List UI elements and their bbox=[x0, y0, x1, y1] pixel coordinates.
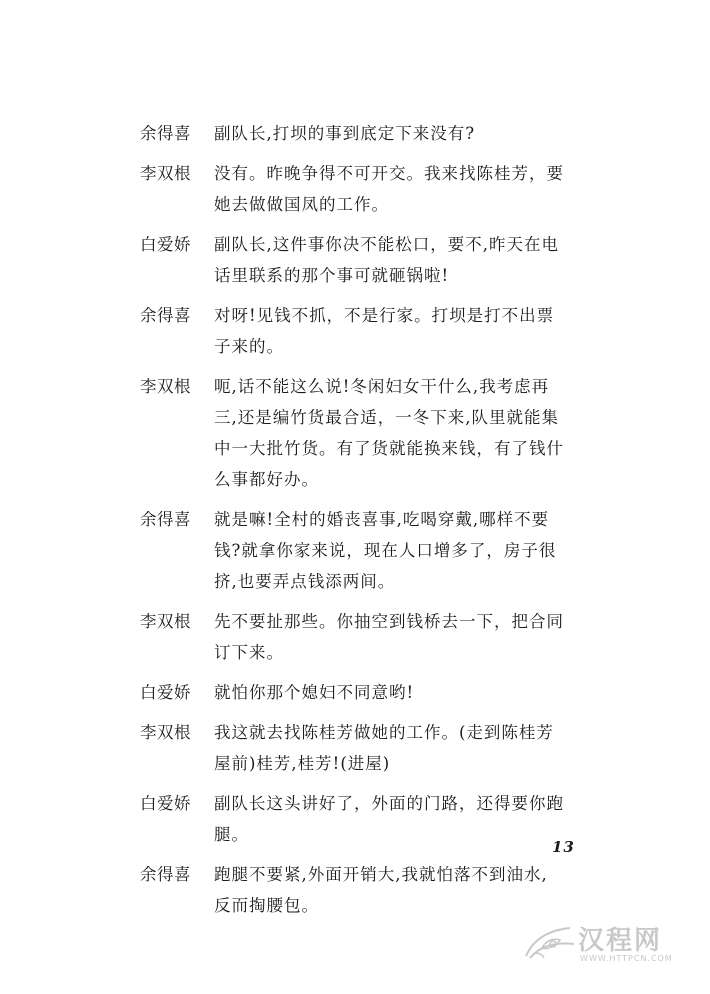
speech-line: 子来的。 bbox=[214, 337, 284, 356]
speech-line: 副队长,这件事你决不能松口，要不,昨天在电 bbox=[214, 235, 559, 254]
speech-text bbox=[214, 229, 590, 291]
page-number: 13 bbox=[552, 838, 575, 856]
speech-text bbox=[214, 118, 590, 149]
speech-line: 三,还是编竹货最合适，一冬下来,队里就能集 bbox=[214, 408, 559, 427]
speech-text bbox=[214, 300, 590, 362]
speaker-name: 李双根 bbox=[140, 164, 191, 183]
speaker-name: 白爱娇 bbox=[140, 683, 191, 702]
dialogue-entry bbox=[140, 229, 590, 300]
speech-line: 先不要扯那些。你抽空到钱桥去一下，把合同 bbox=[214, 612, 564, 631]
speaker-name: 余得喜 bbox=[140, 306, 191, 325]
speech-text bbox=[214, 504, 590, 597]
speech-line: 就怕你那个媳妇不同意哟! bbox=[214, 683, 415, 702]
speech-line: 就是嘛!全村的婚丧喜事,吃喝穿戴,哪样不要 bbox=[214, 510, 550, 529]
speech-line: 中一大批竹货。有了货就能换来钱，有了钱什 bbox=[214, 439, 564, 458]
dialogue-entry bbox=[140, 371, 590, 504]
speaker-name: 李双根 bbox=[140, 377, 191, 396]
speech-line: 跑腿不要紧,外面开销大,我就怕落不到油水, bbox=[214, 865, 548, 884]
speech-line: 屋前)桂芳,桂芳!(进屋) bbox=[214, 754, 391, 773]
speech-line: 订下来。 bbox=[214, 643, 284, 662]
speech-line: 副队长,打坝的事到底定下来没有? bbox=[214, 124, 476, 143]
speaker-name: 白爱娇 bbox=[140, 235, 191, 254]
speech-line: 我这就去找陈桂芳做她的工作。(走到陈桂芳 bbox=[214, 723, 554, 742]
dialogue-entry bbox=[140, 504, 590, 606]
dialogue-entry bbox=[140, 606, 590, 677]
speech-line: 没有。昨晚争得不可开交。我来找陈桂芳，要 bbox=[214, 164, 564, 183]
dialogue-entry bbox=[140, 677, 590, 717]
speaker-name: 李双根 bbox=[140, 612, 191, 631]
speech-line: 话里联系的那个事可就砸锅啦! bbox=[214, 266, 450, 285]
speech-line: 腿。 bbox=[214, 825, 249, 844]
speech-line: 么事都好办。 bbox=[214, 470, 319, 489]
dialogue-block bbox=[140, 118, 590, 930]
speech-text bbox=[214, 717, 590, 779]
dialogue-entry bbox=[140, 300, 590, 371]
dialogue-entry bbox=[140, 158, 590, 229]
speech-line: 她去做做国凤的工作。 bbox=[214, 195, 389, 214]
speech-line: 副队长这头讲好了，外面的门路，还得要你跑 bbox=[214, 794, 564, 813]
dialogue-entry bbox=[140, 118, 590, 158]
watermark-text: 汉程网 bbox=[578, 926, 663, 956]
orchid-icon bbox=[520, 918, 580, 962]
speech-text bbox=[214, 371, 590, 495]
speech-text bbox=[214, 606, 590, 668]
speech-line: 呃,话不能这么说!冬闲妇女干什么,我考虑再 bbox=[214, 377, 550, 396]
speaker-name: 余得喜 bbox=[140, 124, 191, 143]
dialogue-entry bbox=[140, 717, 590, 788]
speaker-name: 李双根 bbox=[140, 723, 191, 742]
speech-text bbox=[214, 788, 590, 850]
speech-text bbox=[214, 158, 590, 220]
speech-line: 对呀!见钱不抓，不是行家。打坝是打不出票 bbox=[214, 306, 555, 325]
watermark-url: WWW.HTTPCN.COM bbox=[580, 954, 673, 963]
speaker-name: 余得喜 bbox=[140, 510, 191, 529]
watermark-logo bbox=[520, 912, 700, 972]
speech-line: 钱?就拿你家来说，现在人口增多了，房子很 bbox=[214, 541, 557, 560]
speaker-name: 余得喜 bbox=[140, 865, 191, 884]
speaker-name: 白爱娇 bbox=[140, 794, 191, 813]
speech-line: 挤,也要弄点钱添两间。 bbox=[214, 572, 396, 591]
dialogue-entry bbox=[140, 788, 590, 859]
speech-line: 反而掏腰包。 bbox=[214, 896, 319, 915]
speech-text bbox=[214, 677, 590, 708]
